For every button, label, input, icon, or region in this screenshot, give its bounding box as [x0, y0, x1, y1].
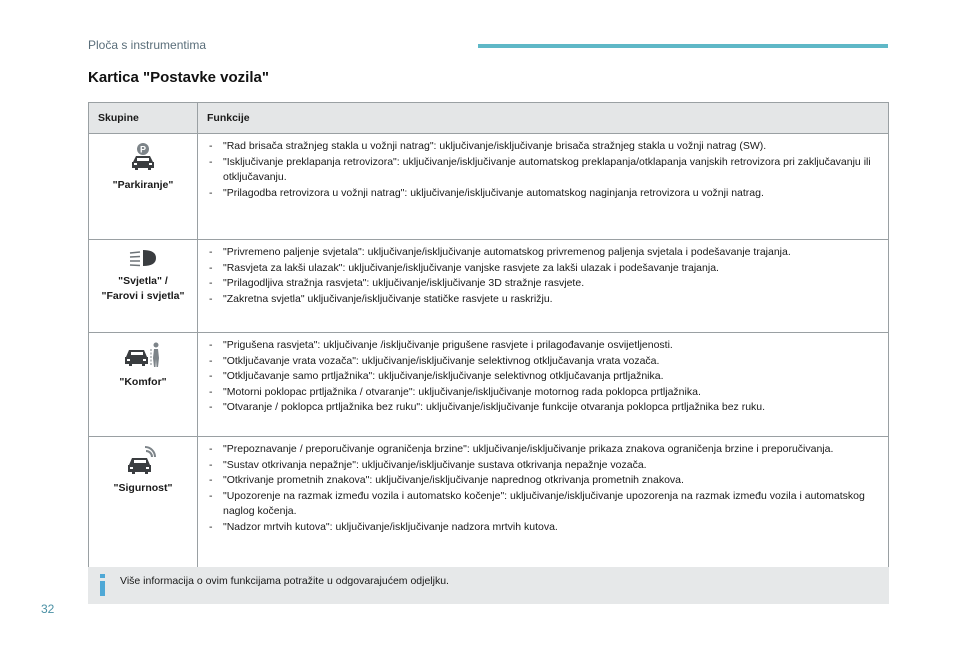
group-label: "Parkiranje": [112, 179, 174, 191]
function-item: - "Otključavanje vrata vozača": uključivanje/isključivanje selektivnog otključavanja vrata vozača.: [206, 354, 880, 370]
function-item: - "Prilagodljiva stražnja rasvjeta": uključivanje/isključivanje 3D stražnje rasvjete.: [206, 276, 880, 292]
function-item: - "Privremeno paljenje svjetala": uključivanje/isključivanje automatskog privremenog paljenja svjetala i podešavanje trajanja.: [206, 245, 880, 261]
car-sensor-icon: [126, 445, 160, 475]
table-row: [89, 437, 889, 571]
settings-table: [88, 102, 889, 571]
page-title: Kartica "Postavke vozila": [88, 69, 269, 86]
header-accent-bar: [478, 44, 888, 48]
function-item: - "Prilagodba retrovizora u vožnji natrag": uključivanje/isključivanje automatskog naginjanja retrovizora u vožnji natrag.: [206, 186, 880, 202]
table-header-row: [89, 103, 889, 134]
table-row: [89, 134, 889, 240]
info-icon: [97, 574, 109, 596]
group-cell: [89, 134, 198, 240]
section-header: Ploča s instrumentima: [88, 38, 207, 52]
table-row: [89, 240, 889, 333]
function-item: - "Sustav otkrivanja nepažnje": uključivanje/isključivanje sustava otkrivanja nepažnje vozača.: [206, 458, 880, 474]
functions-cell: [198, 134, 889, 240]
function-item: - "Prepoznavanje / preporučivanje ograničenja brzine": uključivanje/isključivanje prikaza znakova ograničenja brzine i preporučivanja.: [206, 442, 880, 458]
group-label: "Sigurnost": [113, 482, 173, 494]
function-item: - "Isključivanje preklapanja retrovizora": uključivanje/isključivanje automatskog preklapanja/otklapanja vanjskih retrovizora pri zaključavanju ili otključavanju.: [206, 155, 880, 186]
column-header-groups: Skupine: [89, 103, 198, 134]
group-label: "Komfor": [119, 376, 167, 388]
function-item: - "Prigušena rasvjeta": uključivanje /isključivanje prigušene rasvjete i prilagođavanje osvijetljenosti.: [206, 338, 880, 354]
column-header-functions: Funkcije: [198, 103, 889, 134]
function-item: - "Rasvjeta za lakši ulazak": uključivanje/isključivanje vanjske rasvjete za lakši ulazak i podešavanje trajanja.: [206, 261, 880, 277]
group-cell: [89, 437, 198, 571]
table-row: [89, 333, 889, 437]
functions-cell: [198, 240, 889, 333]
function-item: - "Nadzor mrtvih kutova": uključivanje/isključivanje nadzora mrtvih kutova.: [206, 520, 880, 536]
function-item: - "Otključavanje samo prtljažnika": uključivanje/isključivanje selektivnog otključavanja prtljažnika.: [206, 369, 880, 385]
page-number: 32: [41, 602, 55, 616]
info-note: [88, 567, 889, 604]
function-item: - "Otvaranje / poklopca prtljažnika bez ruku": uključivanje/isključivanje funkcije otvaranja poklopca prtljažnika bez ruku.: [206, 400, 880, 416]
group-label: "Farovi i svjetla": [101, 290, 185, 302]
info-note-text: Više informacija o ovim funkcijama potražite u odgovarajućem odjeljku.: [120, 575, 449, 587]
functions-cell: [198, 437, 889, 571]
headlight-icon: [129, 248, 157, 268]
function-item: - "Zakretna svjetla" uključivanje/isključivanje statičke rasvjete u raskrižju.: [206, 292, 880, 308]
group-label: "Svjetla" /: [118, 275, 168, 287]
svg-text:P: P: [139, 144, 147, 155]
function-item: - "Upozorenje na razmak između vozila i automatsko kočenje": uključivanje/isključivanje upozorenja na razmak između vozila i automatskog naglog kočenja.: [206, 489, 880, 520]
functions-cell: [198, 333, 889, 437]
function-item: - "Motorni poklopac prtljažnika / otvaranje": uključivanje/isključivanje motornog rada poklopca prtljažnika.: [206, 385, 880, 401]
car-person-icon: [123, 341, 163, 369]
group-cell: [89, 333, 198, 437]
group-cell: [89, 240, 198, 333]
function-item: - "Rad brisača stražnjeg stakla u vožnji natrag": uključivanje/isključivanje brisača stražnjeg stakla u vožnji natrag (SW).: [206, 139, 880, 155]
function-item: - "Otkrivanje prometnih znakova": uključivanje/isključivanje naprednog otkrivanja prometnih znakova.: [206, 473, 880, 489]
parking-car-icon: [127, 142, 159, 172]
